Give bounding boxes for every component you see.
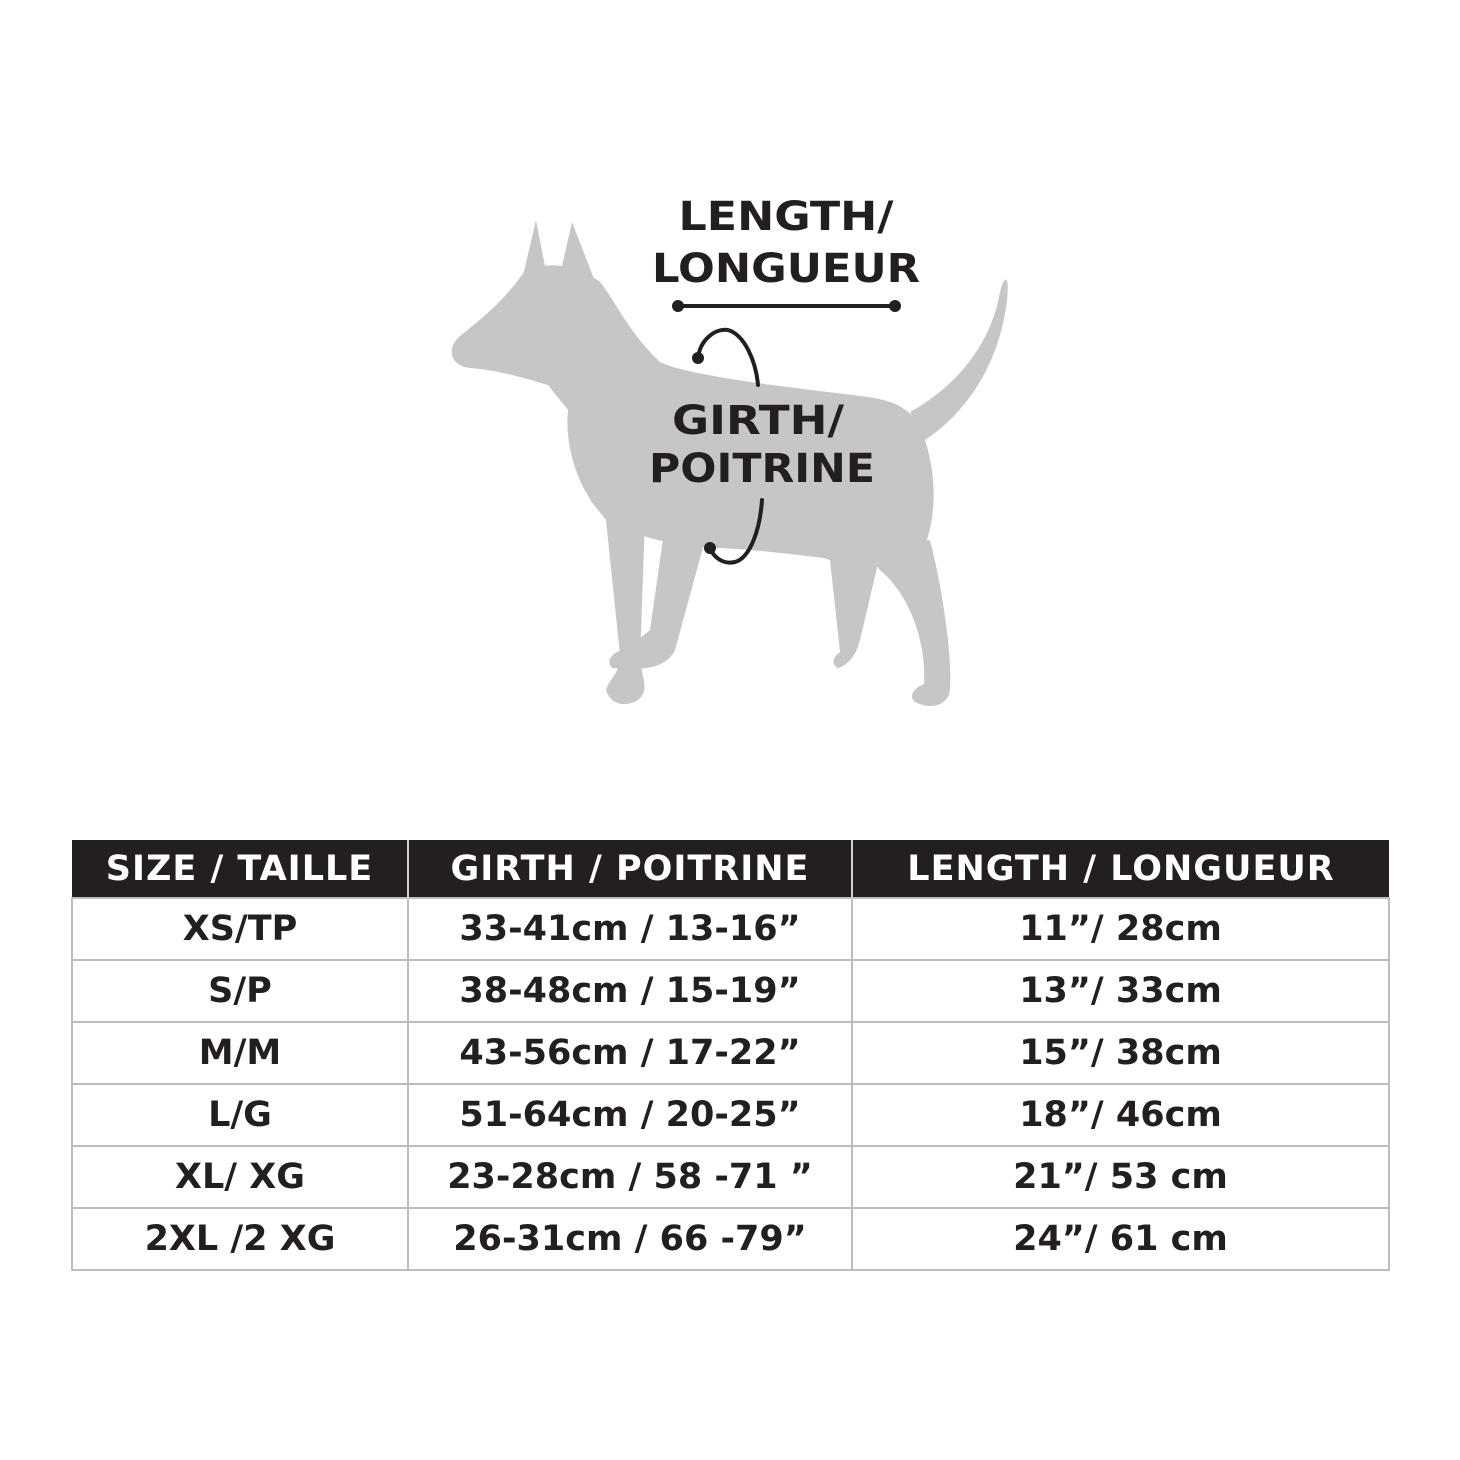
girth-cell: 33-41cm / 13-16”	[408, 898, 852, 960]
table-header-row	[72, 840, 1389, 898]
length-arrow-icon	[672, 300, 901, 312]
girth-cell: 51-64cm / 20-25”	[408, 1084, 852, 1146]
table-row	[72, 1022, 1389, 1084]
length-cell: 15”/ 38cm	[852, 1022, 1389, 1084]
table-row	[72, 898, 1389, 960]
girth-label-line-1: GIRTH/	[672, 398, 845, 444]
size-cell: XS/TP	[72, 898, 408, 960]
size-chart-table	[71, 840, 1390, 1271]
girth-cell: 23-28cm / 58 -71 ”	[408, 1146, 852, 1208]
header-length: LENGTH / LONGUEUR	[852, 840, 1389, 898]
table-row	[72, 960, 1389, 1022]
header-size: SIZE / TAILLE	[72, 840, 408, 898]
girth-cell: 26-31cm / 66 -79”	[408, 1208, 852, 1270]
length-label-line-2: LONGUEUR	[652, 246, 920, 292]
length-cell: 11”/ 28cm	[852, 898, 1389, 960]
girth-label-line-2: POITRINE	[649, 446, 875, 492]
table-row	[72, 1146, 1389, 1208]
size-cell: 2XL /2 XG	[72, 1208, 408, 1270]
size-cell: L/G	[72, 1084, 408, 1146]
girth-cell: 43-56cm / 17-22”	[408, 1022, 852, 1084]
length-cell: 13”/ 33cm	[852, 960, 1389, 1022]
length-label-line-1: LENGTH/	[678, 194, 894, 240]
length-cell: 18”/ 46cm	[852, 1084, 1389, 1146]
length-cell: 24”/ 61 cm	[852, 1208, 1389, 1270]
table-row	[72, 1084, 1389, 1146]
length-cell: 21”/ 53 cm	[852, 1146, 1389, 1208]
header-girth: GIRTH / POITRINE	[408, 840, 852, 898]
girth-cell: 38-48cm / 15-19”	[408, 960, 852, 1022]
size-cell: M/M	[72, 1022, 408, 1084]
size-cell: S/P	[72, 960, 408, 1022]
table-row	[72, 1208, 1389, 1270]
size-cell: XL/ XG	[72, 1146, 408, 1208]
